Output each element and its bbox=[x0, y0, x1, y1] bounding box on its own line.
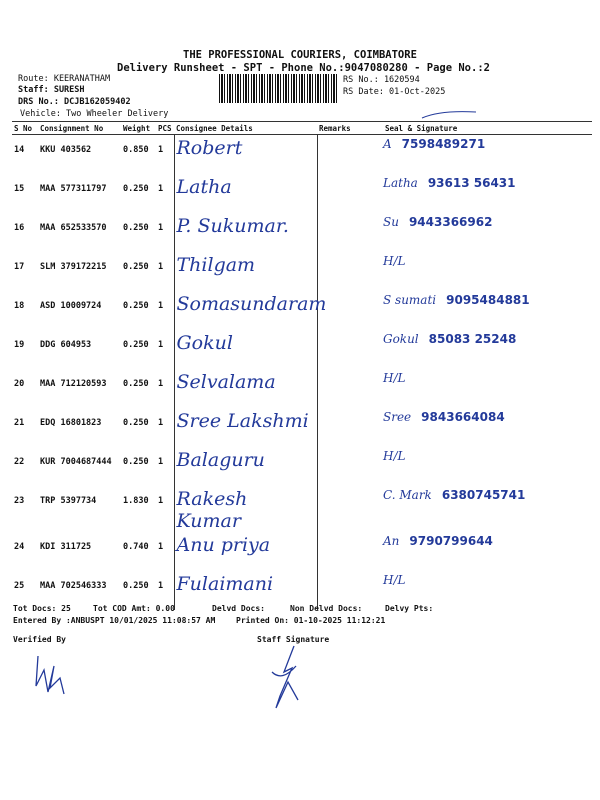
recipient-signature: Latha bbox=[383, 176, 418, 190]
staff-signature bbox=[262, 642, 306, 712]
table-row bbox=[12, 213, 592, 252]
row-remarks bbox=[317, 408, 367, 447]
recipient-phone: 85083 25248 bbox=[428, 332, 517, 346]
consignee-handwriting: Latha bbox=[176, 176, 232, 198]
row-consignee bbox=[174, 174, 317, 213]
table-row bbox=[12, 486, 592, 532]
row-weight: 0.250 bbox=[123, 301, 149, 311]
consignee-handwriting: Rakesh Kumar bbox=[176, 488, 248, 532]
consignee-handwriting: P. Sukumar. bbox=[176, 215, 289, 237]
row-signature bbox=[367, 174, 592, 213]
row-pcs: 1 bbox=[158, 496, 164, 506]
rs-number: RS No.: 1620594 bbox=[343, 75, 420, 85]
row-sno: 24 bbox=[14, 542, 25, 552]
row-pcs: 1 bbox=[158, 223, 164, 233]
row-signature bbox=[367, 252, 592, 291]
table-row bbox=[12, 532, 592, 571]
row-weight: 0.250 bbox=[123, 340, 149, 350]
row-weight: 0.850 bbox=[123, 145, 149, 155]
row-remarks bbox=[317, 252, 367, 291]
row-weight: 0.250 bbox=[123, 379, 149, 389]
row-weight: 0.250 bbox=[123, 418, 149, 428]
row-signature bbox=[367, 369, 592, 408]
row-signature bbox=[367, 408, 592, 447]
row-weight: 0.250 bbox=[123, 457, 149, 467]
row-weight: 1.830 bbox=[123, 496, 149, 506]
row-sno: 19 bbox=[14, 340, 25, 350]
row-consignee bbox=[174, 252, 317, 291]
recipient-signature: S sumati bbox=[383, 293, 437, 307]
recipient-signature: Sree bbox=[383, 410, 412, 424]
signature-tick-mark bbox=[420, 108, 480, 122]
row-consignee bbox=[174, 447, 317, 486]
row-consignee bbox=[174, 135, 317, 175]
consignee-handwriting: Balaguru bbox=[176, 449, 265, 471]
row-consignee bbox=[174, 532, 317, 571]
row-sno: 21 bbox=[14, 418, 25, 428]
col-sno: S No bbox=[12, 122, 38, 135]
col-pcs: PCS bbox=[156, 122, 174, 135]
table-row bbox=[12, 447, 592, 486]
delivery-points: Delvy Pts: bbox=[385, 604, 434, 613]
row-remarks bbox=[317, 174, 367, 213]
row-consignment-no: MAA 652533570 bbox=[40, 223, 107, 233]
row-signature bbox=[367, 213, 592, 252]
consignee-handwriting: Gokul bbox=[176, 332, 233, 354]
row-consignment-no: KKU 403562 bbox=[40, 145, 92, 155]
row-remarks bbox=[317, 213, 367, 252]
col-consignment: Consignment No bbox=[38, 122, 121, 135]
row-consignment-no: SLM 379172215 bbox=[40, 262, 107, 272]
staff-signature-label: Staff Signature bbox=[257, 635, 330, 644]
recipient-signature: C. Mark bbox=[383, 488, 432, 502]
row-sno: 14 bbox=[14, 145, 25, 155]
row-pcs: 1 bbox=[158, 340, 164, 350]
row-consignee bbox=[174, 486, 317, 532]
row-signature bbox=[367, 291, 592, 330]
row-signature bbox=[367, 135, 592, 175]
row-signature bbox=[367, 532, 592, 571]
row-signature bbox=[367, 486, 592, 532]
table-row bbox=[12, 135, 592, 175]
row-weight: 0.740 bbox=[123, 542, 149, 552]
rs-date: RS Date: 01-Oct-2025 bbox=[343, 87, 446, 97]
row-pcs: 1 bbox=[158, 457, 164, 467]
row-sno: 20 bbox=[14, 379, 25, 389]
row-weight: 0.250 bbox=[123, 184, 149, 194]
recipient-signature: H/L bbox=[383, 573, 406, 587]
consignee-handwriting: Sree Lakshmi bbox=[176, 410, 309, 432]
consignee-handwriting: Selvalama bbox=[176, 371, 276, 393]
row-weight: 0.250 bbox=[123, 262, 149, 272]
col-remarks: Remarks bbox=[317, 122, 367, 135]
row-sno: 16 bbox=[14, 223, 25, 233]
row-pcs: 1 bbox=[158, 379, 164, 389]
row-consignment-no: ASD 10009724 bbox=[40, 301, 102, 311]
recipient-signature: Su bbox=[383, 215, 399, 229]
table-row bbox=[12, 369, 592, 408]
row-weight: 0.250 bbox=[123, 223, 149, 233]
table-row bbox=[12, 291, 592, 330]
row-pcs: 1 bbox=[158, 418, 164, 428]
company-title: THE PROFESSIONAL COURIERS, COIMBATORE bbox=[183, 49, 417, 61]
row-pcs: 1 bbox=[158, 301, 164, 311]
recipient-signature: An bbox=[383, 534, 400, 548]
delivered-docs: Delvd Docs: bbox=[212, 604, 265, 613]
table-header-row bbox=[12, 122, 592, 135]
recipient-phone: 9095484881 bbox=[446, 293, 530, 307]
row-consignment-no: TRP 5397734 bbox=[40, 496, 97, 506]
row-weight: 0.250 bbox=[123, 581, 149, 591]
consignee-handwriting: Anu priya bbox=[176, 534, 271, 556]
row-sno: 17 bbox=[14, 262, 25, 272]
row-sno: 18 bbox=[14, 301, 25, 311]
recipient-phone: 9843664084 bbox=[421, 410, 505, 424]
row-pcs: 1 bbox=[158, 542, 164, 552]
row-sno: 25 bbox=[14, 581, 25, 591]
row-consignment-no: MAA 577311797 bbox=[40, 184, 107, 194]
row-remarks bbox=[317, 532, 367, 571]
total-docs: Tot Docs: 25 bbox=[13, 604, 71, 613]
recipient-signature: H/L bbox=[383, 254, 406, 268]
recipient-signature: H/L bbox=[383, 371, 406, 385]
non-delivered-docs: Non Delvd Docs: bbox=[290, 604, 363, 613]
row-pcs: 1 bbox=[158, 581, 164, 591]
row-consignment-no: KUR 7004687444 bbox=[40, 457, 112, 467]
staff-label: Staff: SURESH bbox=[18, 85, 85, 95]
route-label: Route: KEERANATHAM bbox=[18, 74, 111, 84]
table-row bbox=[12, 252, 592, 291]
row-consignee bbox=[174, 330, 317, 369]
recipient-phone: 9790799644 bbox=[409, 534, 493, 548]
row-sno: 23 bbox=[14, 496, 25, 506]
row-remarks bbox=[317, 330, 367, 369]
row-consignee bbox=[174, 291, 327, 330]
runsheet-table bbox=[12, 121, 592, 610]
row-pcs: 1 bbox=[158, 145, 164, 155]
row-remarks bbox=[317, 369, 367, 408]
total-cod: Tot COD Amt: 0.00 bbox=[93, 604, 175, 613]
row-signature bbox=[367, 330, 592, 369]
row-remarks bbox=[317, 135, 367, 175]
row-consignee bbox=[174, 408, 317, 447]
recipient-signature: A bbox=[383, 137, 392, 151]
barcode bbox=[219, 74, 338, 103]
recipient-signature: Gokul bbox=[383, 332, 419, 346]
consignee-handwriting: Thilgam bbox=[176, 254, 256, 276]
row-consignee bbox=[174, 213, 317, 252]
col-weight: Weight bbox=[121, 122, 156, 135]
row-sno: 22 bbox=[14, 457, 25, 467]
col-consignee: Consignee Details bbox=[174, 122, 317, 135]
row-signature bbox=[367, 447, 592, 486]
verifier-signature bbox=[30, 648, 70, 700]
table-row bbox=[12, 330, 592, 369]
row-sno: 15 bbox=[14, 184, 25, 194]
entered-by: Entered By :ANBUSPT 10/01/2025 11:08:57 AM bbox=[13, 616, 216, 625]
row-consignee bbox=[174, 369, 317, 408]
vehicle-label: Vehicle: Two Wheeler Delivery bbox=[20, 109, 169, 119]
recipient-phone: 9443366962 bbox=[408, 215, 493, 229]
consignee-handwriting: Somasundaram bbox=[176, 293, 327, 315]
consignee-handwriting: Robert bbox=[176, 137, 243, 159]
recipient-phone: 7598489271 bbox=[401, 137, 486, 151]
recipient-phone: 93613 56431 bbox=[427, 176, 516, 190]
row-pcs: 1 bbox=[158, 184, 164, 194]
recipient-signature: H/L bbox=[383, 449, 406, 463]
row-consignment-no: MAA 712120593 bbox=[40, 379, 107, 389]
recipient-phone: 6380745741 bbox=[441, 488, 526, 502]
verified-by-label: Verified By bbox=[13, 635, 66, 644]
row-consignment-no: EDQ 16801823 bbox=[40, 418, 102, 428]
consignee-handwriting: Fulaimani bbox=[176, 573, 274, 595]
row-remarks bbox=[317, 486, 367, 532]
col-signature: Seal & Signature bbox=[367, 122, 592, 135]
table-row bbox=[12, 408, 592, 447]
row-pcs: 1 bbox=[158, 262, 164, 272]
drs-number: DRS No.: DCJB162059402 bbox=[18, 97, 131, 107]
runsheet-subtitle: Delivery Runsheet - SPT - Phone No.:9047080280 - Page No.:2 bbox=[117, 62, 490, 74]
printed-on: Printed On: 01-10-2025 11:12:21 bbox=[236, 616, 386, 625]
row-consignment-no: KDI 311725 bbox=[40, 542, 92, 552]
row-remarks bbox=[317, 447, 367, 486]
table-row bbox=[12, 174, 592, 213]
row-consignment-no: DDG 604953 bbox=[40, 340, 92, 350]
row-consignment-no: MAA 702546333 bbox=[40, 581, 107, 591]
